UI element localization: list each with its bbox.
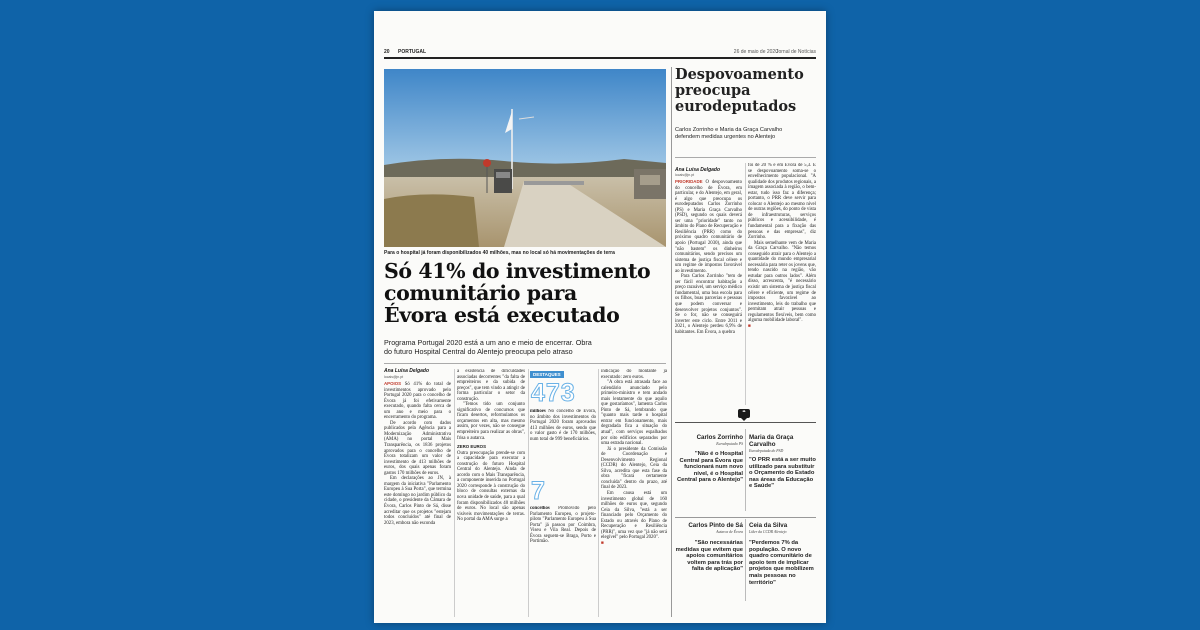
stat-473-value: 473	[531, 379, 576, 407]
paragraph: Só 41% do total de investimentos aprovado pelo Portugal 2020 para o concelho de Évora já foi efetivamente executado, quando falta cerca de um ano e meio para o encerramento do programa.	[384, 382, 451, 421]
main-column-4	[601, 369, 667, 617]
photo-caption: Para o hospital já foram disponibilizados 40 milhões, mas no local só há movimentações de terra	[384, 250, 615, 256]
main-column-1	[384, 381, 451, 617]
article-photo	[384, 69, 666, 247]
quote-1-text: "Não é o Hospital Central para Évora que funcionará num novo nível, é o Hospital Central para o Alentejo"	[677, 451, 743, 484]
stat-7-label: concelhos	[530, 506, 550, 511]
quote-2-name-line-2: Carvalho	[749, 441, 776, 448]
main-byline: Ana Luisa Delgado	[384, 368, 430, 374]
newspaper-page	[374, 11, 826, 623]
divider	[675, 422, 816, 423]
quote-2-text: "O PRR está a ser muito utilizado para substituir o Orçamento do Estado nas áreas da Educação e Saúde"	[749, 457, 816, 490]
side-headline-line-3: eurodeputados	[675, 98, 797, 115]
side-byline-email: locais@jn.pt	[675, 173, 695, 177]
lead-word: APOIOS	[384, 381, 402, 386]
side-byline: Ana Luisa Delgado	[675, 167, 721, 173]
publication-name: Jornal de Notícias	[775, 49, 816, 55]
column-divider	[745, 163, 746, 405]
quote-3-text: "São necessárias medidas que evitem que apoios comunitários voltem para trás por falta de aplicação"	[675, 540, 743, 573]
paragraph: "A obra está atrasada face ao calendário anunciado pelo primeiro-ministro e tem andado mais lentamente do que aquilo que gostaríamos", lamenta Carlos Pinto de Sá, lembrando que "quanto mais tarde o hospital entrar em funcionamento, mais degradada fica a situação do atual", com serviços espalhados por oito edifícios separados por uma estrada nacional.	[601, 380, 667, 447]
stat-473-description: No concelho de Évora, no âmbito dos investimentos do Portugal 2020 foram aprovados 413 milhões de euros, sendo que o valor gasto é de 170 milhões, num total de 999 beneficiários.	[530, 409, 596, 442]
issue-date: 26 de maio de 2020	[733, 49, 778, 55]
quote-4-role: Líder da CCDR Alentejo	[749, 530, 787, 534]
quote-2-name	[749, 434, 816, 448]
headline-line-1: Só 41% do investimento	[384, 259, 651, 283]
column-divider	[745, 519, 746, 601]
paragraph: Em causa está um investimento global de 160 milhões de euros que, segundo Ceia da Silva, "está a ser financiado pelo Orçamento do Estado ou através do Plano de Recuperação e Resiliência (PRR)", uma vez que "já não será elegível" pelo Portugal 2020".	[601, 491, 667, 541]
headline-line-3: Évora está executado	[384, 303, 620, 327]
main-column-2	[457, 369, 525, 617]
quote-3-role: Autarca de Évora	[716, 530, 743, 534]
paragraph: indicação do montante já executado: zero euros.	[601, 369, 667, 380]
column-divider	[598, 369, 599, 617]
divider	[675, 517, 816, 518]
column-divider	[528, 369, 529, 617]
side-headline	[675, 67, 815, 115]
page-number: 20	[384, 49, 390, 55]
end-mark: ■	[601, 540, 604, 546]
quote-bubble-icon: “	[738, 409, 750, 418]
headline-line-2: comunitário para	[384, 281, 577, 305]
standfirst-line-1: Programa Portugal 2020 está a um ano e meio de encerrar. Obra	[384, 338, 592, 347]
standfirst-line-2: do futuro Hospital Central do Alentejo preocupa pelo atraso	[384, 347, 573, 356]
quote-3-name: Carlos Pinto de Sá	[688, 522, 743, 529]
paragraph: O despovoamento do concelho de Évora, em particular, e do Alentejo, em geral, é algo que preocupa os eurodeputados Carlos Zorrinho (PS) e Maria Graça Carvalho (PSD), segundo os quais deverá ser uma "prioridade" tanto no âmbito do Plano de Recuperação e Resiliência (PRR) como do próximo quadro comunitário de apoio (Portugal 2030), ainda que "não bastem" os dinheiros comunitários, sendo precisos um sistema de justiça fiscal célere e um regime de impostos favorável ao investimento.	[675, 180, 742, 274]
column-divider	[454, 369, 455, 617]
side-column-2	[748, 163, 816, 405]
paragraph: a existência de dificuldades associadas decorrentes "da falta de empreiteiros e da subida de preços", que tem vindo a atingir de forma particular o setor da construção.	[457, 369, 525, 402]
stat-7-description: Promovido pelo Parlamento Europeu, o projeto-piloto "Parlamento Europeu à Sua Porta" já passou por Coimbra, Viseu e Vila Real. Depois de Évora seguem-se Braga, Porto e Portimão.	[530, 506, 596, 545]
stat-7-value: 7	[531, 477, 546, 505]
main-byline-email: locais@jn.pt	[384, 375, 404, 379]
lead-word: PRIORIDADE	[675, 179, 703, 184]
stat-7-text	[530, 506, 596, 606]
quote-4-name: Ceia da Silva	[749, 522, 788, 529]
highlights-label: DESTAQUES	[530, 371, 564, 378]
paragraph: Mais semelhante vem de Maria da Graça Carvalho. "Não temos conseguido atrair para o Alentejo a quantidade do mundo empresarial necessária para reter os jovens que, tendo nascido na região, vão estudar para outros lados". Além disso, acrescenta, "é necessário existir um sistema de justiça fiscal célere e eficiente, um regime de impostos favorável ao investimento, leis do trabalho que permitam atrair pessoas e regulamentos flexíveis, bem como alguma mobilidade laboral".	[748, 240, 816, 324]
quote-1-name: Carlos Zorrinho	[696, 434, 743, 441]
column-divider	[745, 429, 746, 511]
quote-1-role: Eurodeputado PS	[716, 442, 743, 446]
quote-4-text: "Perdemos 7% da população. O novo quadro comunitário de apoio tem de implicar projetos que mobilizem mais pessoas no território"	[749, 540, 814, 586]
paragraph: Em declarações ao JN, à margem da iniciativa "Parlamento Europeu à Sua Porta", que termina este domingo no jardim público da cidade, o presidente da Câmara de Évora, Carlos Pinto de Sá, disse acreditar que os projetos "estejam todos concluídos" até final de 2023, embora não esconda	[384, 476, 451, 526]
divider	[384, 363, 666, 364]
paragraph: "Temos tido um conjunto significativo de concursos que ficam desertos, reformulamos os orçamentos em alta, mas mesmo assim, por vezes, não se consegue empreiteiro para realizar as obras", frisa o autarca.	[457, 402, 525, 441]
main-standfirst	[384, 338, 666, 356]
section-divider	[671, 67, 672, 617]
side-headline-line-2: preocupa	[675, 82, 751, 99]
quote-2-role: Eurodeputada do PSD	[749, 449, 784, 453]
section-name: PORTUGAL	[398, 49, 427, 55]
main-headline	[384, 256, 666, 326]
page-header	[384, 49, 816, 59]
paragraph: De acordo com dados publicados pela Agência para a Modernização Administrativa (AMA) no portal Mais Transparência, os 1836 projetos aprovados para o concelho de Évora totalizam um valor de investimento de 413 milhões de euros, dos quais apenas foram gastos 170 milhões de euros.	[384, 420, 451, 476]
side-headline-line-1: Despovoamento	[675, 66, 804, 83]
side-standfirst: Carlos Zorrinho e Maria da Graça Carvalho defendem medidas urgentes no Alentejo	[675, 127, 783, 140]
paragraph: foi de 20 % e em Évora de 5,3. E se despovoamento soma-se o envelhecimento populacional. "A qualidade dos produtos regionais, a imagem associada à região, o bem-estar, tudo isso faz a diferença; portanto, o PRR deve servir para colocar o Alentejo ao mesmo nível de outras regiões, do ponto de vista de infraestruturas, serviços públicos e acessibilidade, é fundamental para a fixação das pessoas e das empresas", diz Zorrinho.	[748, 163, 816, 241]
subheading: ZERO EUROS	[457, 444, 487, 450]
paragraph: Para Carlos Zorrinho "tem de ser fácil encontrar habitação a preço razoável, um serviço médico fundamental, uma boa escola para os filhos, boas parcerias e pessoas que podem conversar e desenvolver projetos conjuntos". Se o for, não se conseguirá inverter este ciclo. Entre 2011 e 2021, o Alentejo perdeu 6,9% de habitantes. Em Évora, a quebra	[675, 274, 742, 335]
stat-473-text	[530, 409, 596, 471]
paragraph: Outra preocupação prende-se com a capacidade para executar a construção do futuro Hospital Central do Alentejo. Ainda de acordo com o Mais Transparência, a componente inserida no Portugal 2020 corresponde à construção do bloco de consultas externas da nova unidade de saúde, para a qual foram disponibilizados 40 milhões de euros. No local são apenas visíveis movimentações de terras. No portal da AMA surge a	[457, 450, 525, 523]
divider	[675, 157, 816, 158]
paragraph: Já o presidente da Comissão de Coordenação e Desenvolvimento Regional (CCDR) do Alentejo, Ceia da Silva, acredita que esta fase da obra "ficará certamente concluída" dentro do prazo, até final de 2023.	[601, 446, 667, 491]
stat-473-label: milhões	[530, 409, 546, 414]
quote-2-name-line-1: Maria da Graça	[749, 434, 794, 441]
side-column-1	[675, 179, 742, 405]
end-mark: ■	[748, 323, 751, 329]
